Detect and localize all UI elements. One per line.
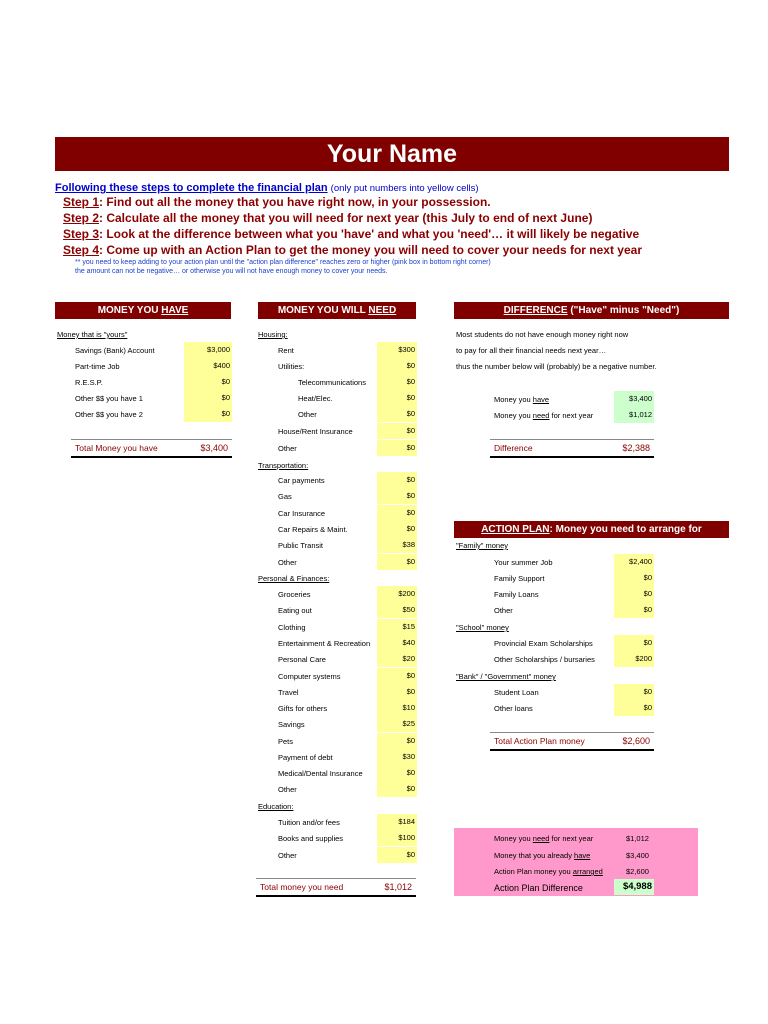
need-input[interactable]: $0 xyxy=(377,684,417,700)
need-input[interactable]: $100 xyxy=(377,830,417,846)
need-label: Other xyxy=(278,785,297,794)
difference-have-label: Money you have xyxy=(494,395,550,404)
action-input[interactable]: $0 xyxy=(614,586,654,602)
have-input[interactable]: $0 xyxy=(184,374,232,390)
difference-total xyxy=(490,439,654,458)
need-input[interactable]: $0 xyxy=(377,440,417,456)
need-label: Groceries xyxy=(278,590,311,599)
need-header: MONEY YOU WILL NEED xyxy=(258,302,416,319)
need-label: Utilities: xyxy=(278,362,305,371)
need-label: Car Insurance xyxy=(278,509,326,518)
difference-need-value: $1,012 xyxy=(614,407,654,423)
need-input[interactable]: $0 xyxy=(377,554,417,570)
need-label: Telecommunications xyxy=(298,378,366,387)
need-label: Other xyxy=(278,444,297,453)
need-category-housing: Housing: xyxy=(258,330,288,339)
step-2: Step 2: Calculate all the money that you will need for next year (this July to end of next June) xyxy=(63,211,593,225)
page-title: Your Name xyxy=(55,137,729,171)
summary-have-value: $3,400 xyxy=(626,851,649,860)
instructions-note: (only put numbers into yellow cells) xyxy=(330,183,479,194)
difference-have-value: $3,400 xyxy=(614,391,654,407)
have-label: Savings (Bank) Account xyxy=(75,346,155,355)
need-label: Clothing xyxy=(278,623,306,632)
step-4: Step 4: Come up with an Action Plan to get the money you will need to cover your needs for next year xyxy=(63,243,642,257)
difference-text-2: to pay for all their financial needs next year… xyxy=(456,346,607,355)
summary-have-label: Money that you already have xyxy=(494,851,591,860)
have-input[interactable]: $400 xyxy=(184,358,232,374)
need-label: Personal Care xyxy=(278,655,326,664)
need-total-value: $1,012 xyxy=(384,882,412,892)
need-input[interactable]: $184 xyxy=(377,814,417,830)
instructions-headline xyxy=(55,182,755,194)
action-input[interactable]: $0 xyxy=(614,570,654,586)
need-input[interactable]: $200 xyxy=(377,586,417,602)
need-input[interactable]: $0 xyxy=(377,733,417,749)
need-input[interactable]: $25 xyxy=(377,716,417,732)
summary-need-value: $1,012 xyxy=(626,834,649,843)
need-input[interactable]: $0 xyxy=(377,358,417,374)
need-label: Other xyxy=(278,851,297,860)
difference-text-1: Most students do not have enough money right now xyxy=(456,330,629,339)
need-input[interactable]: $20 xyxy=(377,651,417,667)
need-category-transport: Transportation: xyxy=(258,461,309,470)
difference-total-value: $2,388 xyxy=(622,443,650,453)
need-input[interactable]: $0 xyxy=(377,505,417,521)
need-label: Other xyxy=(298,410,317,419)
need-input[interactable]: $0 xyxy=(377,668,417,684)
summary-diff-label: Action Plan Difference xyxy=(494,883,583,893)
need-label: Tuition and/or fees xyxy=(278,818,340,827)
need-input[interactable]: $300 xyxy=(377,342,417,358)
need-label: Car payments xyxy=(278,476,325,485)
difference-total-label: Difference xyxy=(494,443,533,453)
need-label: Gas xyxy=(278,492,292,501)
need-input[interactable]: $38 xyxy=(377,537,417,553)
need-input[interactable]: $0 xyxy=(377,765,417,781)
action-label: Provincial Exam Scholarships xyxy=(494,639,593,648)
have-input[interactable]: $3,000 xyxy=(184,342,232,358)
instructions xyxy=(55,182,755,276)
need-input[interactable]: $0 xyxy=(377,781,417,797)
need-input[interactable]: $15 xyxy=(377,619,417,635)
need-category-personal: Personal & Finances: xyxy=(258,574,330,583)
need-input[interactable]: $10 xyxy=(377,700,417,716)
need-label: Eating out xyxy=(278,606,312,615)
need-label: House/Rent Insurance xyxy=(278,427,353,436)
difference-text-3: thus the number below will (probably) be a negative number. xyxy=(456,362,657,371)
action-input[interactable]: $0 xyxy=(614,684,654,700)
need-label: Rent xyxy=(278,346,294,355)
need-label: Gifts for others xyxy=(278,704,328,713)
difference-header: DIFFERENCE ("Have" minus "Need") xyxy=(454,302,729,319)
summary-need-label: Money you need for next year xyxy=(494,834,594,843)
note-line-2: the amount can not be negative… or otherwise you will not have enough money to cover your needs. xyxy=(75,268,388,275)
have-label: Other $$ you have 1 xyxy=(75,394,143,403)
need-input[interactable]: $0 xyxy=(377,423,417,439)
have-label: Part-time Job xyxy=(75,362,120,371)
need-input[interactable]: $0 xyxy=(377,374,417,390)
need-input[interactable]: $0 xyxy=(377,847,417,863)
need-label: Books and supplies xyxy=(278,834,344,843)
have-category: Money that is "yours" xyxy=(57,330,128,339)
have-total-value: $3,400 xyxy=(200,443,228,453)
action-input[interactable]: $0 xyxy=(614,700,654,716)
need-input[interactable]: $0 xyxy=(377,472,417,488)
need-label: Entertainment & Recreation xyxy=(278,639,371,648)
action-label: Other Scholarships / bursaries xyxy=(494,655,595,664)
step-1: Step 1: Find out all the money that you have right now, in your possession. xyxy=(63,195,491,209)
have-input[interactable]: $0 xyxy=(184,406,232,422)
action-category-school: "School" money xyxy=(456,623,509,632)
need-label: Payment of debt xyxy=(278,753,333,762)
action-label: Other loans xyxy=(494,704,533,713)
need-total-label: Total money you need xyxy=(260,882,344,892)
have-label: R.E.S.P. xyxy=(75,378,103,387)
action-label: Other xyxy=(494,606,513,615)
action-label: Your summer Job xyxy=(494,558,553,567)
need-label: Car Repairs & Maint. xyxy=(278,525,348,534)
difference-need-label: Money you need for next year xyxy=(494,411,594,420)
need-input[interactable]: $0 xyxy=(377,390,417,406)
need-category-education: Education: xyxy=(258,802,294,811)
note-line-1: ** you need to keep adding to your action plan until the "action plan difference" reaches zero or higher (pink box in bottom right corner) xyxy=(75,259,491,266)
need-label: Travel xyxy=(278,688,299,697)
need-label: Heat/Elec. xyxy=(298,394,333,403)
instructions-link[interactable]: Following these steps to complete the financial plan xyxy=(55,182,328,194)
need-input[interactable]: $0 xyxy=(377,521,417,537)
action-label: Family Support xyxy=(494,574,545,583)
action-input[interactable]: $0 xyxy=(614,602,654,618)
need-label: Other xyxy=(278,558,297,567)
action-input[interactable]: $0 xyxy=(614,635,654,651)
need-label: Computer systems xyxy=(278,672,341,681)
action-plan-total-label: Total Action Plan money xyxy=(494,736,585,746)
need-input[interactable]: $0 xyxy=(377,406,417,422)
need-input[interactable]: $50 xyxy=(377,602,417,618)
need-input[interactable]: $0 xyxy=(377,488,417,504)
need-input[interactable]: $40 xyxy=(377,635,417,651)
need-input[interactable]: $30 xyxy=(377,749,417,765)
have-header: MONEY YOU HAVE xyxy=(55,302,231,319)
need-label: Savings xyxy=(278,720,305,729)
action-category-family: "Family" money xyxy=(456,541,509,550)
need-label: Pets xyxy=(278,737,294,746)
action-plan-total-value: $2,600 xyxy=(622,736,650,746)
summary-arranged-label: Action Plan money you arranged xyxy=(494,867,603,876)
summary-diff-value: $4,988 xyxy=(614,879,654,895)
need-label: Medical/Dental Insurance xyxy=(278,769,363,778)
have-input[interactable]: $0 xyxy=(184,390,232,406)
need-label: Public Transit xyxy=(278,541,324,550)
need-total xyxy=(256,878,416,897)
action-category-bank: "Bank" / "Government" money xyxy=(456,672,556,681)
action-plan-header: ACTION PLAN: Money you need to arrange for xyxy=(454,521,729,538)
action-label: Family Loans xyxy=(494,590,539,599)
have-label: Other $$ you have 2 xyxy=(75,410,143,419)
summary-arranged-value: $2,600 xyxy=(626,867,649,876)
action-input[interactable]: $200 xyxy=(614,651,654,667)
action-plan-total xyxy=(490,732,654,751)
action-label: Student Loan xyxy=(494,688,539,697)
have-total xyxy=(71,439,232,458)
action-input[interactable]: $2,400 xyxy=(614,554,654,570)
step-3: Step 3: Look at the difference between what you 'have' and what you 'need'… it will likely be negative xyxy=(63,227,640,241)
have-total-label: Total Money you have xyxy=(75,443,158,453)
